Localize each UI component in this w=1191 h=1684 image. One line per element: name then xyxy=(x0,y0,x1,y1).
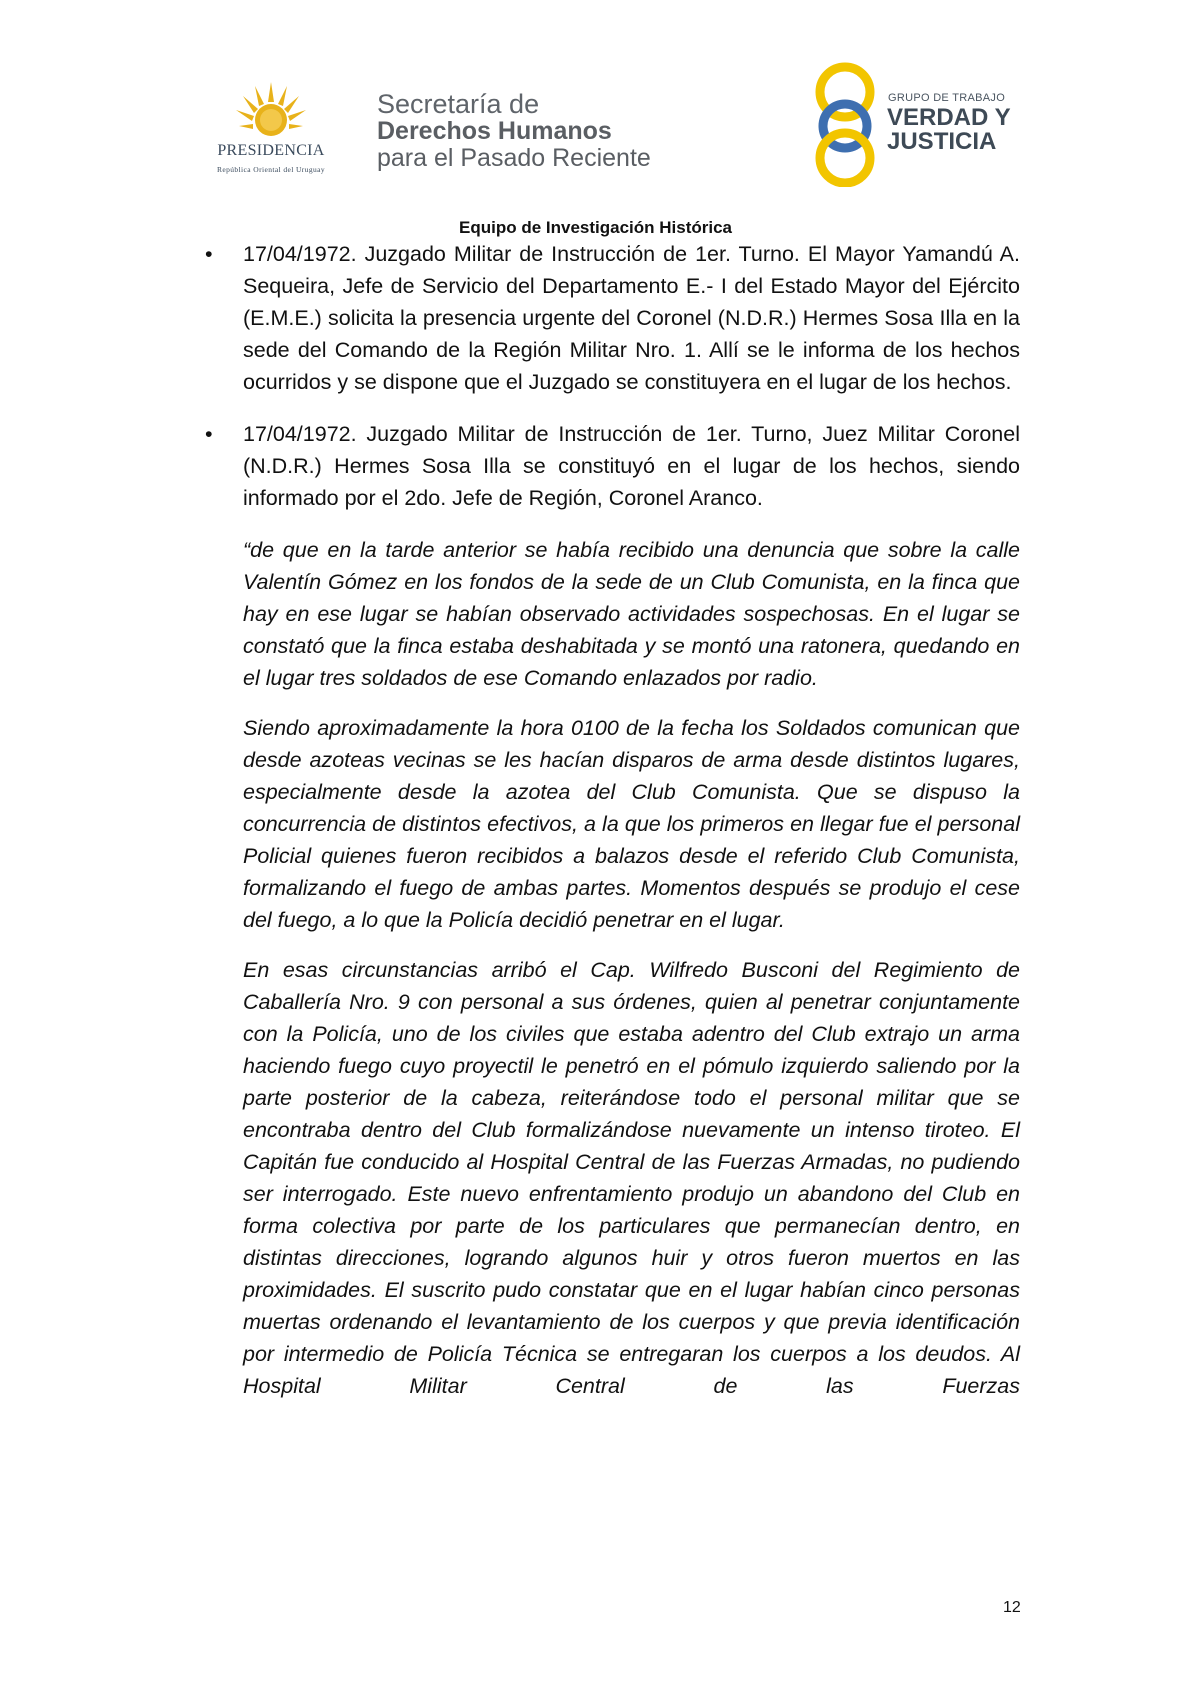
grupo-trabajo-logo xyxy=(810,62,1030,187)
list-item-text: 17/04/1972. Juzgado Militar de Instrucción de 1er. Turno. El Mayor Yamandú A. Sequeira, Jefe de Servicio del Departamento E.- I del Estado Mayor del Ejército (E.M.E.) solicita la presencia urgente del Coronel (N.D.R.) Hermes Sosa Illa en la sede del Comando de la Región Militar Nro. 1. Allí se le informa de los hechos ocurridos y se dispone que el Juzgado se constituyera en el lugar de los hechos. xyxy=(243,242,1020,394)
verdad-label: VERDAD Y xyxy=(887,104,1011,131)
list-item-text: 17/04/1972. Juzgado Militar de Instrucción de 1er. Turno, Juez Militar Coronel (N.D.R.) Hermes Sosa Illa se constituyó en el lugar de los hechos, siendo informado por el 2do. Jefe de Región, Coronel Aranco. xyxy=(243,422,1020,510)
grupo-trabajo-label: GRUPO DE TRABAJO xyxy=(888,92,1006,104)
presidencia-label: PRESIDENCIA xyxy=(217,142,325,159)
page-number: 12 xyxy=(1003,1599,1021,1616)
justicia-label: JUSTICIA xyxy=(887,128,997,155)
bullet-marker: • xyxy=(205,242,213,266)
quote-paragraph: En esas circunstancias arribó el Cap. Wilfredo Busconi del Regimiento de Caballería Nro. 9 con personal a sus órdenes, quien al penetrar conjuntamente con la Policía, uno de los civiles que estaba adentro del Club extrajo un arma haciendo fuego cuyo proyectil le penetró en el pómulo izquierdo saliendo por la parte posterior de la cabeza, reiterándose todo el personal militar que se encontraba dentro del Club formalizándose nuevamente un intenso tiroteo. El Capitán fue conducido al Hospital Central de las Fuerzas Armadas, no pudiendo ser interrogado. Este nuevo enfrentamiento produjo un abandono del Club en forma colectiva por parte de los particulares que permanecían dentro, en distintas direcciones, logrando algunos huir y otros fueron muertos en las proximidades. El suscrito pudo constatar que en el lugar habían cinco personas muertas ordenando el levantamiento de los cuerpos y que previa identificación por intermedio de Policía Técnica se entregaran los cuerpos a los deudos. Al Hospital Militar Central de las Fuerzas xyxy=(243,958,1020,1398)
quote-paragraph: Siendo aproximadamente la hora 0100 de la fecha los Soldados comunican que desde azoteas vecinas se les hacían disparos de arma desde distintos lugares, especialmente desde la azotea del Club Comunista. Que se dispuso la concurrencia de distintos efectivos, a la que los primeros en llegar fue el personal Policial quienes fueron recibidos a balazos desde el referido Club Comunista, formalizando el fuego de ambas partes. Momentos después se produjo el cese del fuego, a lo que la Policía decidió penetrar en el lugar. xyxy=(243,716,1020,932)
linked-rings-icon xyxy=(810,62,880,187)
secretaria-line-1: Secretaría de xyxy=(377,89,540,119)
secretaria-logo xyxy=(377,90,651,172)
secretaria-line-2: Derechos Humanos xyxy=(377,117,612,145)
team-title: Equipo de Investigación Histórica xyxy=(459,218,732,237)
secretaria-line-3: para el Pasado Reciente xyxy=(377,144,651,172)
presidencia-sublabel: República Oriental del Uruguay xyxy=(216,165,325,174)
page-header xyxy=(0,0,1191,205)
presidencia-logo xyxy=(196,78,346,178)
list-item xyxy=(205,238,1020,398)
bullet-marker: • xyxy=(205,422,213,446)
sun-icon xyxy=(233,78,309,140)
document-body xyxy=(205,238,1020,1402)
list-item xyxy=(205,418,1020,514)
quote-paragraph: “de que en la tarde anterior se había recibido una denuncia que sobre la calle Valentín Gómez en los fondos de la sede de un Club Comunista, en la finca que hay en ese lugar se habían observado actividades sospechosas. En el lugar se constató que la finca estaba deshabitada y se montó una ratonera, quedando en el lugar tres soldados de ese Comando enlazados por radio. xyxy=(243,538,1020,690)
